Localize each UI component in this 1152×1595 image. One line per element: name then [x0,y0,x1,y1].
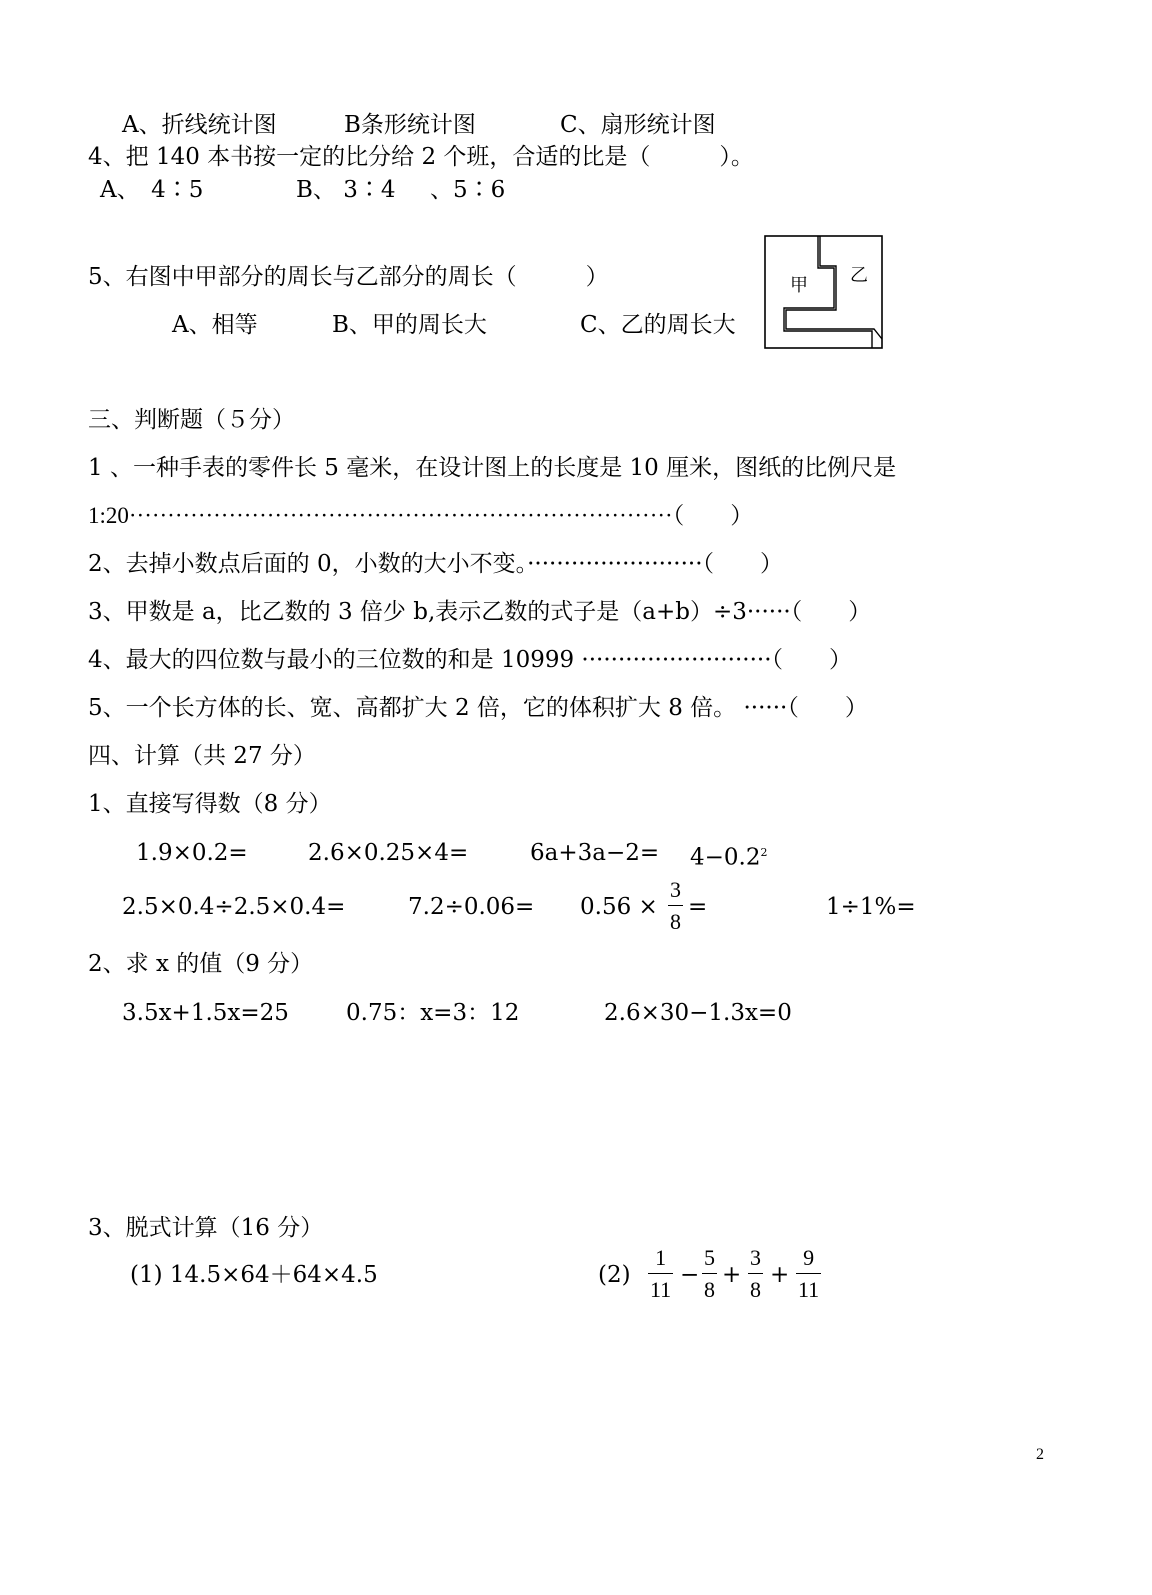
q4-text: 4、把 140 本书按一定的比分给 2 个班，合适的比是（ ）。 [88,144,754,170]
calc-2-2: 7.2÷0.06= [408,894,535,920]
q5-option-b: B、甲的周长大 [332,312,487,338]
problem-2-op-2: + [722,1262,742,1288]
section4-heading: 四、计算（共 27 分） [88,743,316,769]
calc-2-3-equals: = [688,894,708,920]
page-number: 2 [1036,1446,1044,1463]
q3-option-b: B条形统计图 [344,112,476,138]
fraction-bar [702,1273,717,1274]
fraction-numerator: 1 [655,1245,667,1270]
section3-heading: 三、判断题（５分） [88,407,295,433]
calc-2-3: 0.56 × [580,894,658,920]
q3-option-c: C、扇形统计图 [560,112,716,138]
fraction-numerator: 5 [704,1245,715,1270]
q5-text: 5、右图中甲部分的周长与乙部分的周长（ ） [88,264,609,290]
problem-2-fraction-2 [702,1246,717,1302]
problem-2-op-1: − [680,1262,700,1288]
fraction-denominator: 8 [704,1277,715,1302]
problem-2-fraction-3 [748,1246,763,1302]
calc-1-4 [690,838,767,873]
section3-item1-line1: 1 、一种手表的零件长 5 毫米，在设计图上的长度是 10 厘米，图纸的比例尺是 [88,455,897,481]
fraction-denominator: 8 [750,1277,761,1302]
figure-label-yi: 乙 [850,265,868,286]
q3-option-a: A、折线统计图 [122,112,277,138]
equation-2: 0.75：x=3：12 [346,1000,520,1026]
fraction-bar [796,1273,821,1274]
section3-item4: 4、最大的四位数与最小的三位数的和是 10999 ··························（ ） [88,647,853,673]
q5-option-c: C、乙的周长大 [580,312,736,338]
calc-1-3: 6a+3a−2= [530,840,660,866]
section3-item2: 2、去掉小数点后面的 0，小数的大小不变。························（ ） [88,551,784,577]
calc-2-4: 1÷1%= [826,894,916,920]
fraction-3-8 [668,878,683,934]
section4-sub3-heading: 3、脱式计算（16 分） [88,1215,324,1241]
section3-item3: 3、甲数是 a，比乙数的 3 倍少 b,表示乙数的式子是（a+b）÷3······（ ） [88,599,872,625]
fraction-bar [668,905,683,906]
calc-1-1: 1.9×0.2= [136,840,248,866]
equation-1: 3.5x+1.5x=25 [122,1000,289,1026]
section3-item5: 5、一个长方体的长、宽、高都扩大 2 倍，它的体积扩大 8 倍。 ······（ ） [88,695,868,721]
fraction-denominator: 11 [650,1277,672,1302]
problem-1: (1) 14.5×64＋64×4.5 [130,1262,378,1288]
problem-2-op-3: + [770,1262,790,1288]
equation-3: 2.6×30−1.3x=0 [604,1000,792,1026]
fraction-numerator: 3 [750,1245,761,1270]
section4-sub2-heading: 2、求 x 的值（9 分） [88,951,314,977]
calc-1-4-base: 4−0.2 [690,844,761,871]
q4-option-a: A、 4∶5 [100,177,204,203]
problem-2-label: (2) [598,1262,631,1288]
perimeter-figure [764,235,884,351]
q4-option-b: B、 3∶4 [296,177,396,203]
calc-1-2: 2.6×0.25×4= [308,840,469,866]
fraction-numerator: 3 [670,877,681,902]
problem-2-fraction-4 [796,1246,821,1302]
fraction-bar [648,1273,673,1274]
fraction-denominator: 8 [670,909,681,934]
fraction-denominator: 11 [798,1277,820,1302]
calc-2-1: 2.5×0.4÷2.5×0.4= [122,894,346,920]
problem-2-fraction-1 [648,1246,673,1302]
section4-sub1-heading: 1、直接写得数（8 分） [88,791,332,817]
q5-option-a: A、相等 [172,312,258,338]
fraction-bar [748,1273,763,1274]
figure-label-jia: 甲 [790,275,808,296]
fraction-numerator: 9 [803,1245,815,1270]
section3-item1-line2: 1:20·······································································（ ） [88,503,754,528]
calc-1-4-exponent: 2 [760,846,768,859]
q4-option-c: 、5∶6 [430,177,506,203]
